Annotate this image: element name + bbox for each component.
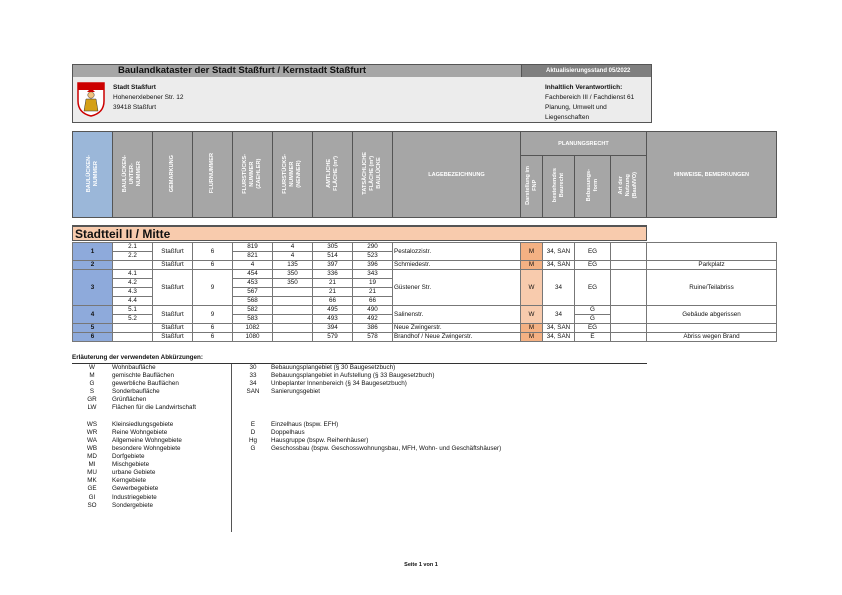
cell-fnp: M (521, 324, 543, 333)
cell-nenner (273, 315, 313, 324)
table-row (73, 306, 777, 315)
header-unter-nr: BAULÜCKEN- UNTER- NUMMER (113, 132, 153, 218)
cell-flur: 6 (193, 261, 233, 270)
header-baurecht: bestehendes Baurecht (543, 156, 575, 218)
cell-nenner (273, 333, 313, 342)
cell-tatsaechliche-flaeche: 290 (353, 243, 393, 252)
cell-bauform: EG (575, 243, 611, 261)
legend-description: Bebauungsplangebiet in Aufstellung (§ 33 Baugesetzbuch) (271, 372, 435, 380)
city-street: Hohenerxlebener Str. 12 (113, 94, 184, 101)
legend-entry (72, 388, 196, 396)
cell-unter-nr: 4.3 (113, 288, 153, 297)
legend-entry (235, 413, 501, 421)
title-bar (72, 64, 652, 78)
cell-nenner (273, 324, 313, 333)
responsible-line2: Planung, Umwelt und Liegenschaften (545, 104, 607, 121)
cell-hinweise: Abriss wegen Brand (647, 333, 777, 342)
info-box (72, 77, 652, 123)
responsible-heading: Inhaltlich Verantwortlich: (545, 84, 623, 91)
cell-amtliche-flaeche: 21 (313, 279, 353, 288)
legend-title: Erläuterung der verwendeten Abkürzungen: (72, 354, 203, 361)
legend-entry (72, 380, 196, 388)
cell-tatsaechliche-flaeche: 490 (353, 306, 393, 315)
cell-bauform: G (575, 306, 611, 315)
legend-entry (72, 372, 196, 380)
legend-code: MU (87, 469, 97, 477)
cell-bauform: G (575, 315, 611, 324)
cell-zaehler: 453 (233, 279, 273, 288)
legend-entry (235, 404, 501, 412)
cell-baurecht: 34, SAN (543, 324, 575, 333)
header-nutzung: Art der Nutzung (BauNVO) (611, 156, 647, 218)
cell-unter-nr: 2.1 (113, 243, 153, 252)
cell-zaehler: 4 (233, 261, 273, 270)
cell-nenner (273, 306, 313, 315)
header-amtliche-flaeche: AMTLICHE FLÄCHE (m²) (313, 132, 353, 218)
cell-unter-nr: 4.2 (113, 279, 153, 288)
cell-zaehler: 1080 (233, 333, 273, 342)
legend-entry (235, 364, 501, 372)
cell-gemarkung: Staßfurt (153, 270, 193, 306)
legend-description: Flächen für die Landwirtschaft (112, 404, 197, 412)
cell-unter-nr (113, 261, 153, 270)
legend-code: WB (86, 444, 98, 452)
city-crest-logo (76, 81, 106, 117)
cell-hinweise: Parkplatz (647, 261, 777, 270)
cell-nutzung (611, 324, 647, 333)
legend-code: M (89, 372, 95, 380)
cell-amtliche-flaeche: 21 (313, 288, 353, 297)
legend-description: Reine Wohngebiete (112, 428, 168, 436)
cell-zaehler: 568 (233, 297, 273, 306)
legend-entry (72, 364, 196, 372)
legend-entry (72, 453, 196, 461)
legend-entry (72, 494, 196, 502)
cell-lage: Brandhof / Neue Zwingerstr. (393, 333, 521, 342)
table-row (73, 270, 777, 279)
legend-code: GR (87, 396, 97, 404)
legend-description: urbane Gebiete (112, 469, 156, 477)
city-zip: 39418 Staßfurt (113, 104, 156, 111)
cell-nutzung (611, 306, 647, 324)
legend-entry (72, 396, 196, 404)
status-label: Aktualisierungsstand 05/2022 (521, 65, 651, 77)
cell-baurecht: 34, SAN (543, 333, 575, 342)
legend (72, 354, 647, 534)
cell-baurecht: 34, SAN (543, 261, 575, 270)
legend-code: D (250, 428, 256, 436)
cell-lage: Schmiedestr. (393, 261, 521, 270)
legend-code: GE (87, 485, 97, 493)
cell-lage: Neue Zwingerstr. (393, 324, 521, 333)
cell-bauform: EG (575, 270, 611, 306)
cell-baurecht: 34, SAN (543, 243, 575, 261)
cell-tatsaechliche-flaeche: 19 (353, 279, 393, 288)
cell-bauform: E (575, 333, 611, 342)
header-flur: FLURNUMMER (193, 132, 233, 218)
legend-description: Industriegebiete (112, 493, 157, 501)
cell-amtliche-flaeche: 336 (313, 270, 353, 279)
cell-flur: 6 (193, 333, 233, 342)
legend-code: SAN (246, 388, 260, 396)
cell-flur: 6 (193, 324, 233, 333)
cell-hinweise (647, 324, 777, 333)
legend-code: 34 (249, 380, 257, 388)
cell-nenner: 135 (273, 261, 313, 270)
legend-description: Kleinsiedlungsgebiete (112, 420, 174, 428)
cell-bauform: EG (575, 261, 611, 270)
legend-description: Geschossbau (bspw. Geschosswohnungsbau, MFH, Wohn- und Geschäftshäuser) (271, 444, 502, 452)
cell-tatsaechliche-flaeche: 66 (353, 297, 393, 306)
cell-bauform: EG (575, 324, 611, 333)
legend-entry (235, 396, 501, 404)
legend-description: Bebauungsplangebiet (§ 30 Baugesetzbuch) (271, 364, 396, 371)
legend-code: LW (87, 404, 97, 412)
cell-unter-nr: 5.1 (113, 306, 153, 315)
cell-amtliche-flaeche: 66 (313, 297, 353, 306)
cell-nutzung (611, 261, 647, 270)
header-bauluecken-nr: BAULÜCKEN- NUMMER (73, 132, 113, 218)
cell-gemarkung: Staßfurt (153, 324, 193, 333)
cell-fnp: M (521, 333, 543, 342)
legend-entry (235, 429, 501, 437)
header-nenner: FLURSTÜCKS- NUMMER (NENNER) (273, 132, 313, 218)
cell-nr: 1 (73, 243, 113, 261)
cell-gemarkung: Staßfurt (153, 243, 193, 261)
legend-description: Sondergebiete (112, 501, 153, 509)
legend-code: MI (88, 461, 96, 469)
section-header (72, 225, 647, 241)
cell-zaehler: 582 (233, 306, 273, 315)
cell-tatsaechliche-flaeche: 492 (353, 315, 393, 324)
legend-code: WR (86, 428, 98, 436)
legend-entry (235, 380, 501, 388)
cell-unter-nr: 5.2 (113, 315, 153, 324)
cell-tatsaechliche-flaeche: 523 (353, 252, 393, 261)
cell-tatsaechliche-flaeche: 396 (353, 261, 393, 270)
document-title: Baulandkataster der Stadt Staßfurt / Kernstadt Staßfurt (118, 65, 367, 76)
cell-unter-nr: 4.1 (113, 270, 153, 279)
legend-entry (72, 502, 196, 510)
legend-left-column (72, 364, 196, 510)
cell-baurecht: 34 (543, 306, 575, 324)
legend-entry (235, 437, 501, 445)
cell-hinweise (647, 243, 777, 261)
legend-entry (72, 429, 196, 437)
cell-flur: 9 (193, 270, 233, 306)
header-zaehler: FLURSTÜCKS- NUMMER (ZAEHLER) (233, 132, 273, 218)
legend-description: Kerngebiete (112, 477, 146, 485)
cell-zaehler: 583 (233, 315, 273, 324)
cell-nr: 6 (73, 333, 113, 342)
cell-gemarkung: Staßfurt (153, 261, 193, 270)
legend-entry (235, 421, 501, 429)
cell-nenner: 4 (273, 252, 313, 261)
legend-description: Mischgebiete (112, 461, 150, 469)
legend-description: Allgemeine Wohngebiete (112, 436, 182, 444)
cell-zaehler: 1082 (233, 324, 273, 333)
city-name: Stadt Staßfurt (113, 84, 156, 91)
cell-flur: 9 (193, 306, 233, 324)
column-header (72, 131, 777, 218)
cell-lage: Güstener Str. (393, 270, 521, 306)
legend-description: Sanierungsgebiet (271, 388, 321, 396)
legend-entry (72, 445, 196, 453)
cell-nenner: 4 (273, 243, 313, 252)
section-title: Stadtteil II / Mitte (75, 227, 171, 241)
cell-amtliche-flaeche: 495 (313, 306, 353, 315)
legend-description: Doppelhaus (271, 428, 305, 436)
legend-entry (72, 469, 196, 477)
legend-column-divider (231, 364, 232, 532)
legend-description: Sonderbaufläche (112, 388, 160, 396)
cell-amtliche-flaeche: 579 (313, 333, 353, 342)
header-hinweise: HINWEISE, BEMERKUNGEN (647, 132, 777, 218)
legend-description: Hausgruppe (bspw. Reihenhäuser) (271, 436, 369, 444)
cell-unter-nr: 2.2 (113, 252, 153, 261)
header-bauform: Bebauungs- form (575, 156, 611, 218)
cell-zaehler: 454 (233, 270, 273, 279)
cell-nutzung (611, 270, 647, 306)
legend-description: besondere Wohngebiete (112, 444, 181, 452)
legend-entry (235, 372, 501, 380)
cell-nr: 5 (73, 324, 113, 333)
cell-fnp: W (521, 306, 543, 324)
legend-code: MD (87, 453, 97, 461)
table-row (73, 324, 777, 333)
cell-nutzung (611, 333, 647, 342)
cell-tatsaechliche-flaeche: 386 (353, 324, 393, 333)
cell-tatsaechliche-flaeche: 578 (353, 333, 393, 342)
cell-tatsaechliche-flaeche: 343 (353, 270, 393, 279)
cell-unter-nr: 4.4 (113, 297, 153, 306)
cell-lage: Salinenstr. (393, 306, 521, 324)
cell-nenner: 350 (273, 270, 313, 279)
cell-amtliche-flaeche: 493 (313, 315, 353, 324)
cell-flur: 6 (193, 243, 233, 261)
legend-entry (235, 445, 501, 453)
legend-description: Einzelhaus (bspw. EFH) (271, 420, 339, 428)
cell-amtliche-flaeche: 397 (313, 261, 353, 270)
cell-nr: 2 (73, 261, 113, 270)
cell-zaehler: 819 (233, 243, 273, 252)
data-table (72, 242, 777, 342)
cell-nutzung (611, 243, 647, 261)
responsible-line1: Fachbereich III / Fachdienst 61 (545, 94, 635, 101)
cell-fnp: M (521, 243, 543, 261)
legend-description: Unbeplanter Innenbereich (§ 34 Baugesetzbuch) (271, 380, 407, 388)
cell-nr: 3 (73, 270, 113, 306)
legend-code: MK (87, 477, 97, 485)
legend-code: GI (88, 493, 96, 501)
cell-nenner (273, 297, 313, 306)
cell-hinweise: Ruine/Teilabriss (647, 270, 777, 306)
legend-code: W (89, 364, 95, 371)
cell-baurecht: 34 (543, 270, 575, 306)
legend-code: SO (87, 501, 97, 509)
legend-code: G (250, 444, 256, 452)
legend-code: WA (87, 436, 97, 444)
cell-fnp: W (521, 270, 543, 306)
legend-code: Hg (248, 436, 258, 444)
header-gemarkung: GEMARKUNG (153, 132, 193, 218)
header-tatsaechliche-flaeche: TATSÄCHLICHE FLÄCHE (m²) BAULÜCKE (353, 132, 393, 218)
table-row (73, 243, 777, 252)
legend-entry (72, 485, 196, 493)
header-fnp: Darstellung im FNP (521, 156, 543, 218)
cell-unter-nr (113, 324, 153, 333)
legend-description: Wohnbaufläche (112, 364, 156, 371)
legend-code: WS (86, 420, 98, 428)
header-lage: LAGEBEZEICHNUNG (393, 132, 521, 218)
legend-entry (72, 404, 196, 412)
table-row (73, 333, 777, 342)
table-row (73, 261, 777, 270)
legend-code: G (89, 380, 95, 388)
legend-description: Gewerbegebiete (112, 485, 159, 493)
legend-entry (72, 421, 196, 429)
cell-amtliche-flaeche: 305 (313, 243, 353, 252)
cell-amtliche-flaeche: 394 (313, 324, 353, 333)
cell-nr: 4 (73, 306, 113, 324)
responsible-block (545, 83, 651, 123)
legend-entry (72, 413, 196, 421)
city-address (113, 83, 183, 113)
cell-nenner: 350 (273, 279, 313, 288)
legend-code: S (89, 388, 95, 396)
cell-hinweise: Gebäude abgerissen (647, 306, 777, 324)
header-planungsrecht: PLANUNGSRECHT (521, 132, 647, 156)
cell-nenner (273, 288, 313, 297)
cell-lage: Pestalozzistr. (393, 243, 521, 261)
legend-entry (72, 477, 196, 485)
legend-code: E (250, 420, 256, 428)
legend-code: 30 (249, 364, 257, 371)
cell-fnp: M (521, 261, 543, 270)
cell-gemarkung: Staßfurt (153, 306, 193, 324)
legend-right-column (235, 364, 501, 453)
legend-entry (72, 437, 196, 445)
cell-unter-nr (113, 333, 153, 342)
cell-zaehler: 567 (233, 288, 273, 297)
legend-code: 33 (249, 372, 257, 380)
cell-tatsaechliche-flaeche: 21 (353, 288, 393, 297)
legend-description: gewerbliche Bauflächen (112, 380, 179, 388)
legend-description: gemischte Bauflächen (112, 372, 174, 380)
legend-entry (72, 461, 196, 469)
cell-zaehler: 821 (233, 252, 273, 261)
cell-gemarkung: Staßfurt (153, 333, 193, 342)
page-footer: Seite 1 von 1 (404, 562, 438, 568)
legend-description: Dorfgebiete (112, 453, 145, 461)
legend-description: Grünflächen (112, 396, 147, 404)
cell-amtliche-flaeche: 514 (313, 252, 353, 261)
legend-entry (235, 388, 501, 396)
